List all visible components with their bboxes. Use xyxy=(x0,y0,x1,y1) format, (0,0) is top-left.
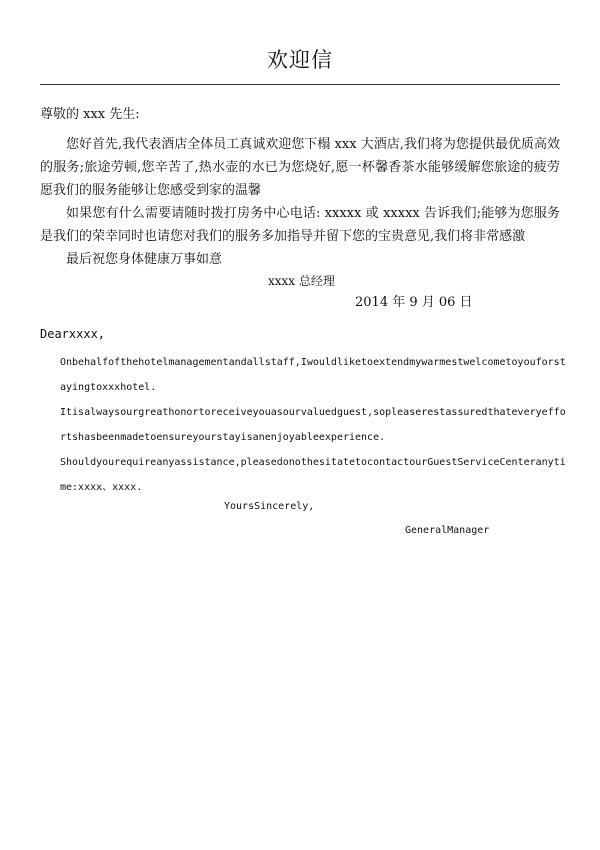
english-closing: YoursSincerely, xyxy=(224,501,315,512)
chinese-date: 2014 年 9 月 06 日 xyxy=(355,295,473,310)
english-signature: GeneralManager xyxy=(405,525,490,536)
chinese-signature: xxxx 总经理 xyxy=(268,274,335,288)
chinese-body xyxy=(40,133,560,271)
chinese-salutation: 尊敬的 xxx 先生: xyxy=(40,107,140,122)
chinese-paragraph-2: 如果您有什么需要请随时拨打房务中心电话: xxxxx 或 xxxxx 告诉我们;能够为您服务是我们的荣幸同时也请您对我们的服务多加指导并留下您的宝贵意见,我们将非常感激 xyxy=(40,206,560,244)
english-paragraph-2: Itisalwaysourgreathonortoreceiveyouasourvaluedguest,sopleaserestassuredthateveryeffortshasbeenmadetoensureyourstayisanenjoyableexperience. xyxy=(60,407,566,443)
english-body xyxy=(60,350,570,500)
english-paragraph-1: Onbehalfofthehotelmanagementandallstaff,Iwouldliketoextendmywarmestwelcometoyouforstayingtoxxxhotel. xyxy=(60,357,566,393)
chinese-closing: 最后祝您身体健康万事如意 xyxy=(66,252,223,267)
english-paragraph-3: Shouldyourequireanyassistance,pleasedonothesitatetocontactourGuestServiceCenteranytime:xxxx、xxxx. xyxy=(60,457,566,493)
chinese-paragraph-1: 您好首先,我代表酒店全体员工真诚欢迎您下榻 xxx 大酒店,我们将为您提供最优质高效的服务;旅途劳顿,您辛苦了,热水壶的水已为您烧好,愿一杯馨香茶水能够缓解您旅途的疲劳愿我们的服务能够让您感受到家的温馨 xyxy=(40,137,560,198)
title-divider xyxy=(40,84,560,85)
page-title: 欢迎信 xyxy=(267,48,333,72)
english-salutation: Dearxxxx, xyxy=(40,327,106,341)
